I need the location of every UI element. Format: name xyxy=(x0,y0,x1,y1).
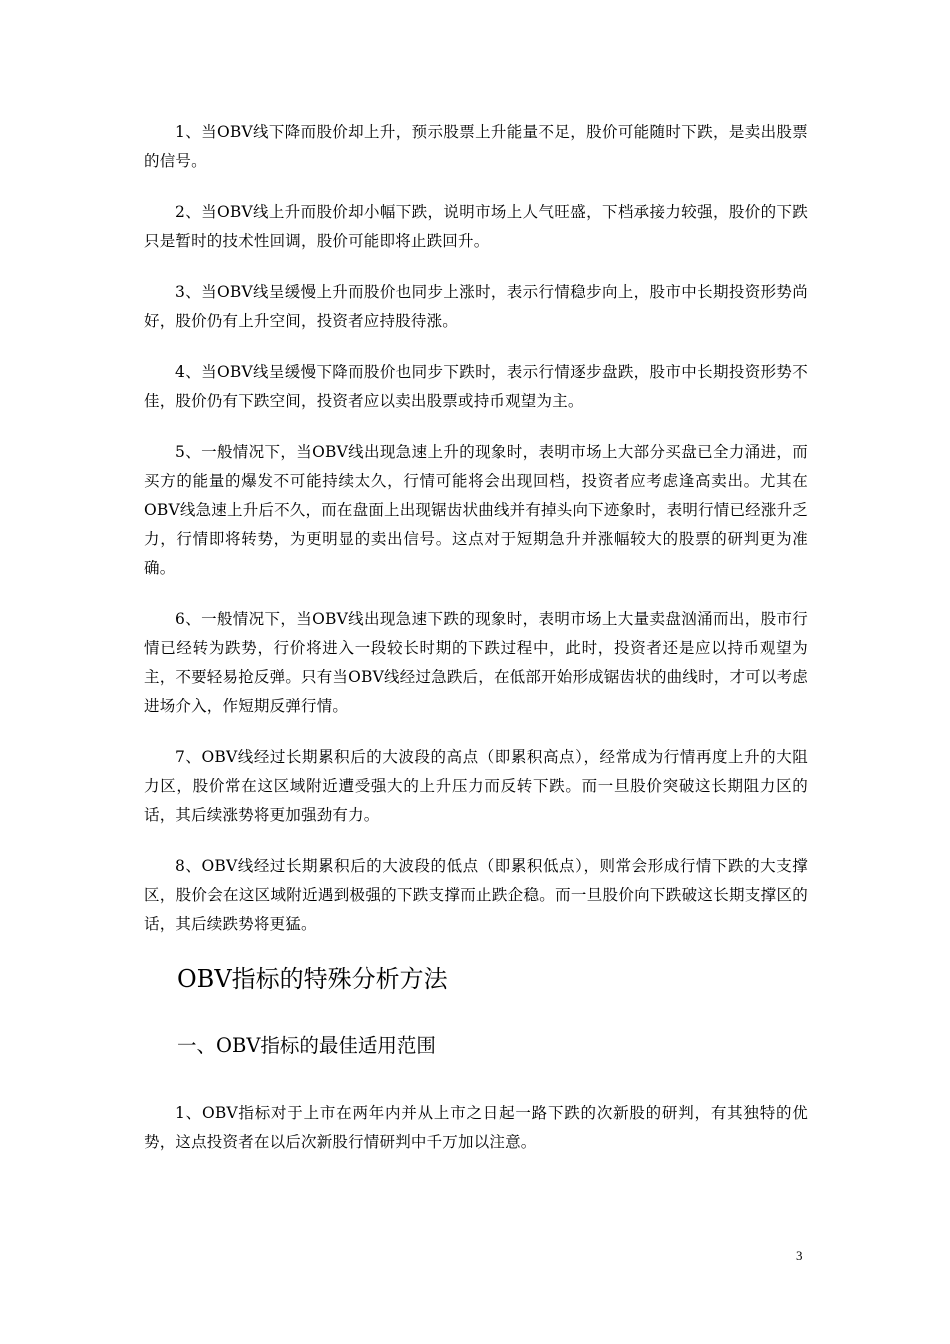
page-content xyxy=(144,118,808,1179)
paragraph: 5、一般情况下，当OBV线出现急速上升的现象时，表明市场上大部分买盘已全力涌进，而买方的能量的爆发不可能持续太久，行情可能将会出现回档，投资者应考虑逢高卖出。尤其在OBV线急速上升后不久，而在盘面上出现锯齿状曲线并有掉头向下迹象时，表明行情已经涨升乏力，行情即将转势，为更明显的卖出信号。这点对于短期急升并涨幅较大的股票的研判更为准确。 xyxy=(144,443,808,577)
paragraph: 1、OBV指标对于上市在两年内并从上市之日起一路下跌的次新股的研判，有其独特的优势，这点投资者在以后次新股行情研判中千万加以注意。 xyxy=(144,1104,808,1151)
paragraph: 7、OBV线经过长期累积后的大波段的高点（即累积高点），经常成为行情再度上升的大阻力区，股价常在这区域附近遭受强大的上升压力而反转下跌。而一旦股价突破这长期阻力区的话，其后续涨势将更加强劲有力。 xyxy=(144,748,808,824)
paragraph: 2、当OBV线上升而股价却小幅下跌，说明市场上人气旺盛，下档承接力较强，股价的下跌只是暂时的技术性回调，股价可能即将止跌回升。 xyxy=(144,203,808,250)
paragraph: 1、当OBV线下降而股价却上升，预示股票上升能量不足，股价可能随时下跌，是卖出股票的信号。 xyxy=(144,123,808,170)
paragraph: 6、一般情况下，当OBV线出现急速下跌的现象时，表明市场上大量卖盘汹涌而出，股市行情已经转为跌势，行价将进入一段较长时期的下跌过程中，此时，投资者还是应以持币观望为主，不要轻易抢反弹。只有当OBV线经过急跌后，在低部开始形成锯齿状的曲线时，才可以考虑进场介入，作短期反弹行情。 xyxy=(144,610,808,715)
section-heading: OBV指标的特殊分析方法 xyxy=(177,965,448,993)
paragraph: 8、OBV线经过长期累积后的大波段的低点（即累积低点），则常会形成行情下跌的大支撑区，股价会在这区域附近遇到极强的下跌支撑而止跌企稳。而一旦股价向下跌破这长期支撑区的话，其后续跌势将更猛。 xyxy=(144,857,808,933)
paragraph: 4、当OBV线呈缓慢下降而股价也同步下跌时，表示行情逐步盘跌，股市中长期投资形势不佳，股价仍有下跌空间，投资者应以卖出股票或持币观望为主。 xyxy=(144,363,808,410)
paragraph: 3、当OBV线呈缓慢上升而股价也同步上涨时，表示行情稳步向上，股市中长期投资形势尚好，股价仍有上升空间，投资者应持股待涨。 xyxy=(144,283,808,330)
page-number: 3 xyxy=(796,1248,803,1263)
subsection-heading: 一、OBV指标的最佳适用范围 xyxy=(177,1034,436,1057)
